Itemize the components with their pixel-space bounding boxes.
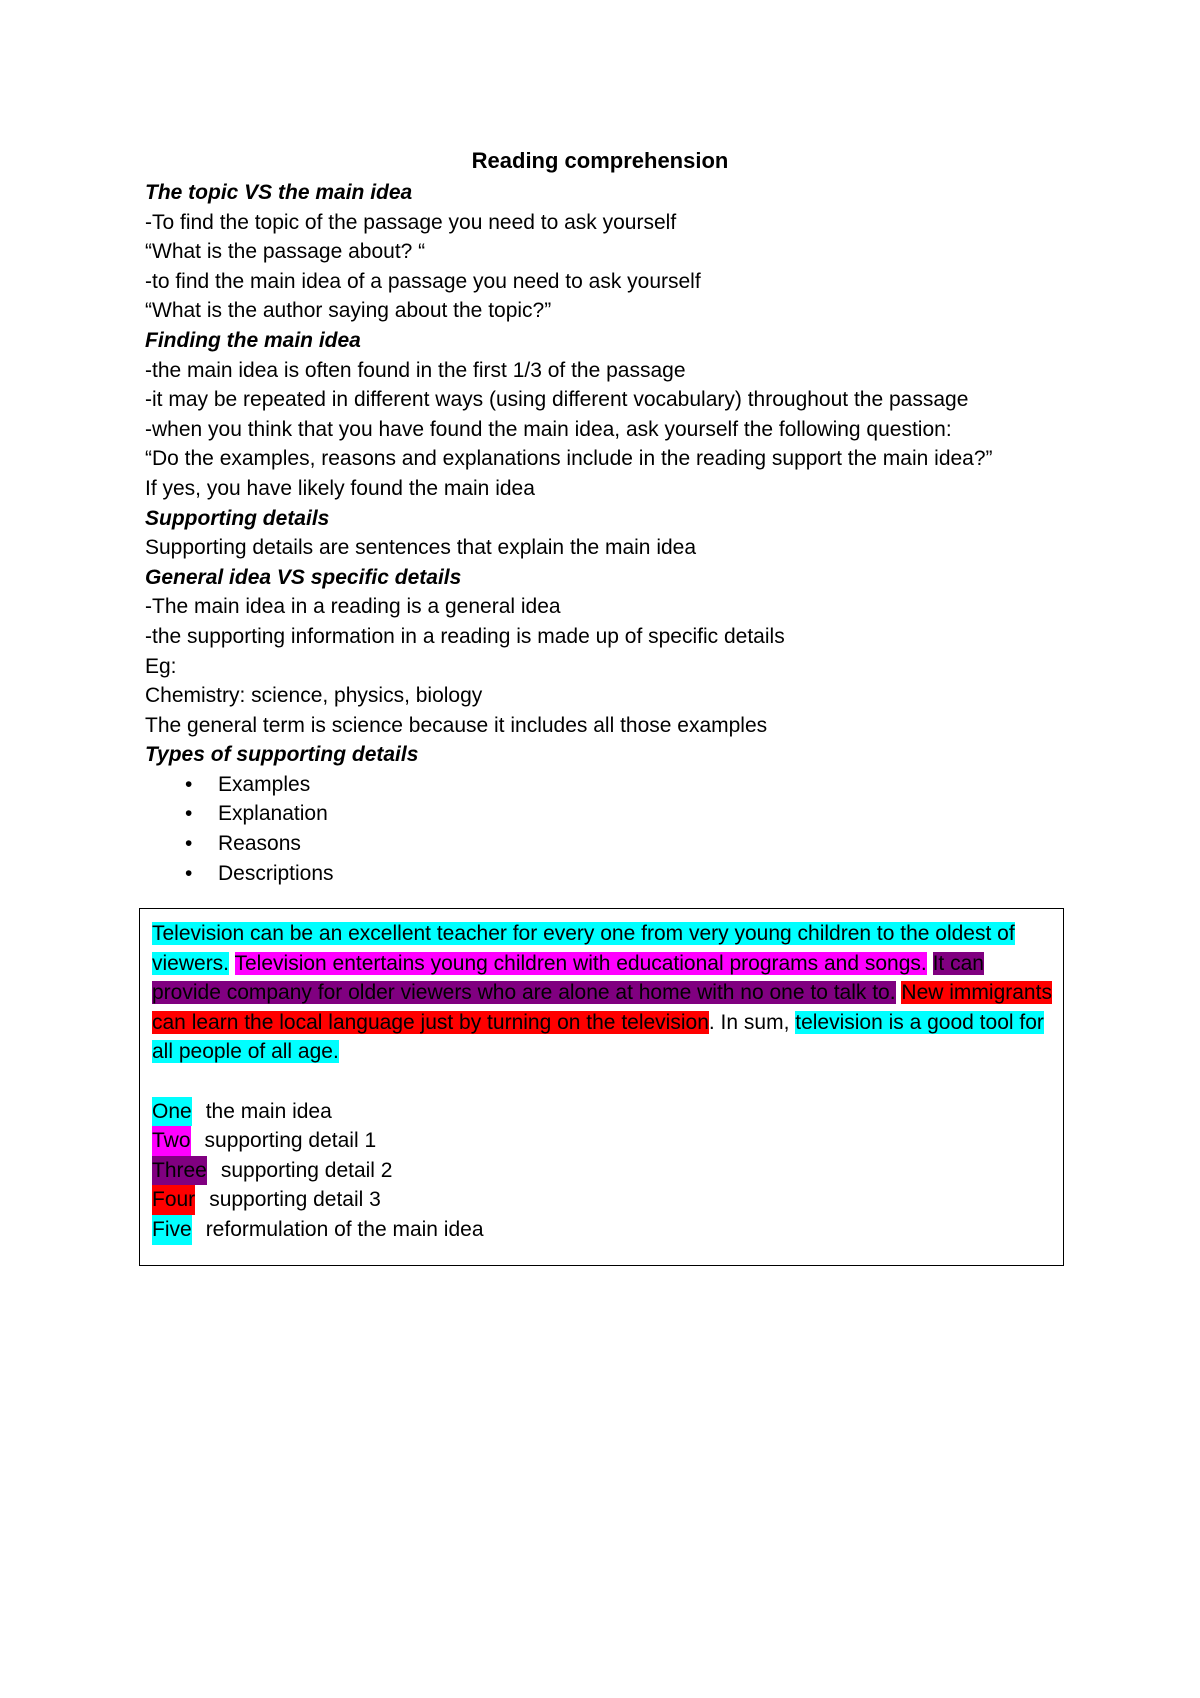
example-paragraph (152, 919, 1052, 1067)
legend-key: Three (152, 1156, 207, 1186)
text-line: Chemistry: science, physics, biology (145, 684, 483, 708)
text-line: Eg: (145, 654, 177, 678)
main-idea-sentence: Television can be an excellent teacher for every one from very young children to the oldest of viewers. (152, 922, 1015, 975)
text-line: -the supporting information in a reading is made up of specific details (145, 624, 785, 648)
separator (229, 952, 234, 975)
legend-row (152, 1185, 1051, 1215)
supporting-detail-1-sentence: Television entertains young children with educational programs and songs. (234, 951, 927, 975)
text-line: -The main idea in a reading is a general idea (145, 595, 561, 619)
legend-row (152, 1097, 1051, 1127)
page-title: Reading comprehension (471, 148, 729, 173)
list-item-label: Examples (218, 772, 311, 796)
heading-types-of-supporting-details: Types of supporting details (145, 743, 419, 767)
legend-key: Two (152, 1126, 191, 1156)
reformulation-sentence: television is a good tool for all people of all age. (152, 1010, 1044, 1064)
text-line: If yes, you have likely found the main idea (145, 476, 535, 500)
bullet-icon: • (185, 802, 193, 826)
supporting-details-list (145, 770, 1065, 888)
list-item (185, 829, 1065, 859)
bullet-icon: • (185, 861, 193, 885)
text-line: -the main idea is often found in the first 1/3 of the passage (145, 358, 686, 382)
supporting-detail-2-sentence: It can provide company for older viewers who are alone at home with no one to talk to. (152, 951, 984, 1005)
text-line: Supporting details are sentences that explain the main idea (145, 536, 697, 560)
legend-key: Four (152, 1185, 195, 1215)
supporting-detail-3-sentence: New immigrants can learn the local language just by turning on the television (152, 981, 1052, 1034)
legend-key: Five (152, 1215, 192, 1245)
bullet-icon: • (185, 772, 193, 796)
text-line: “What is the passage about? “ (145, 240, 426, 264)
legend-key: One (152, 1097, 192, 1127)
heading-finding-main-idea: Finding the main idea (145, 328, 361, 352)
text-line: -To find the topic of the passage you need to ask yourself (145, 210, 677, 234)
legend-description: supporting detail 1 (204, 1129, 377, 1153)
text-line: -to find the main idea of a passage you need to ask yourself (145, 269, 701, 293)
list-item-label: Descriptions (218, 861, 334, 885)
legend-description: supporting detail 2 (220, 1158, 393, 1182)
heading-topic-vs-main-idea: The topic VS the main idea (145, 181, 413, 204)
document-page (145, 146, 1065, 888)
list-item-label: Reasons (218, 832, 301, 856)
legend-description: reformulation of the main idea (205, 1217, 484, 1241)
legend-row (152, 1156, 1051, 1186)
legend-description: the main idea (205, 1099, 332, 1123)
legend-row (152, 1215, 1051, 1245)
heading-supporting-details: Supporting details (145, 506, 330, 530)
list-item (185, 770, 1065, 800)
text-line: -when you think that you have found the main idea, ask yourself the following question: (145, 417, 952, 441)
heading-general-vs-specific: General idea VS specific details (145, 565, 462, 589)
legend-description: supporting detail 3 (209, 1188, 381, 1212)
separator: . In sum, (708, 1010, 796, 1034)
separator (927, 952, 933, 975)
list-item (185, 859, 1065, 889)
bullet-icon: • (185, 832, 193, 856)
legend-row (152, 1126, 1051, 1156)
text-line: The general term is science because it includes all those examples (145, 713, 768, 737)
text-line: “Do the examples, reasons and explanations include in the reading support the main idea?” (145, 447, 993, 471)
example-paragraph-box (139, 908, 1064, 1266)
text-line: -it may be repeated in different ways (using different vocabulary) throughout the passage (145, 388, 969, 412)
list-item (185, 799, 1065, 829)
text-line: “What is the author saying about the topic?” (145, 299, 552, 323)
list-item-label: Explanation (218, 802, 328, 826)
color-legend (152, 1097, 1051, 1245)
